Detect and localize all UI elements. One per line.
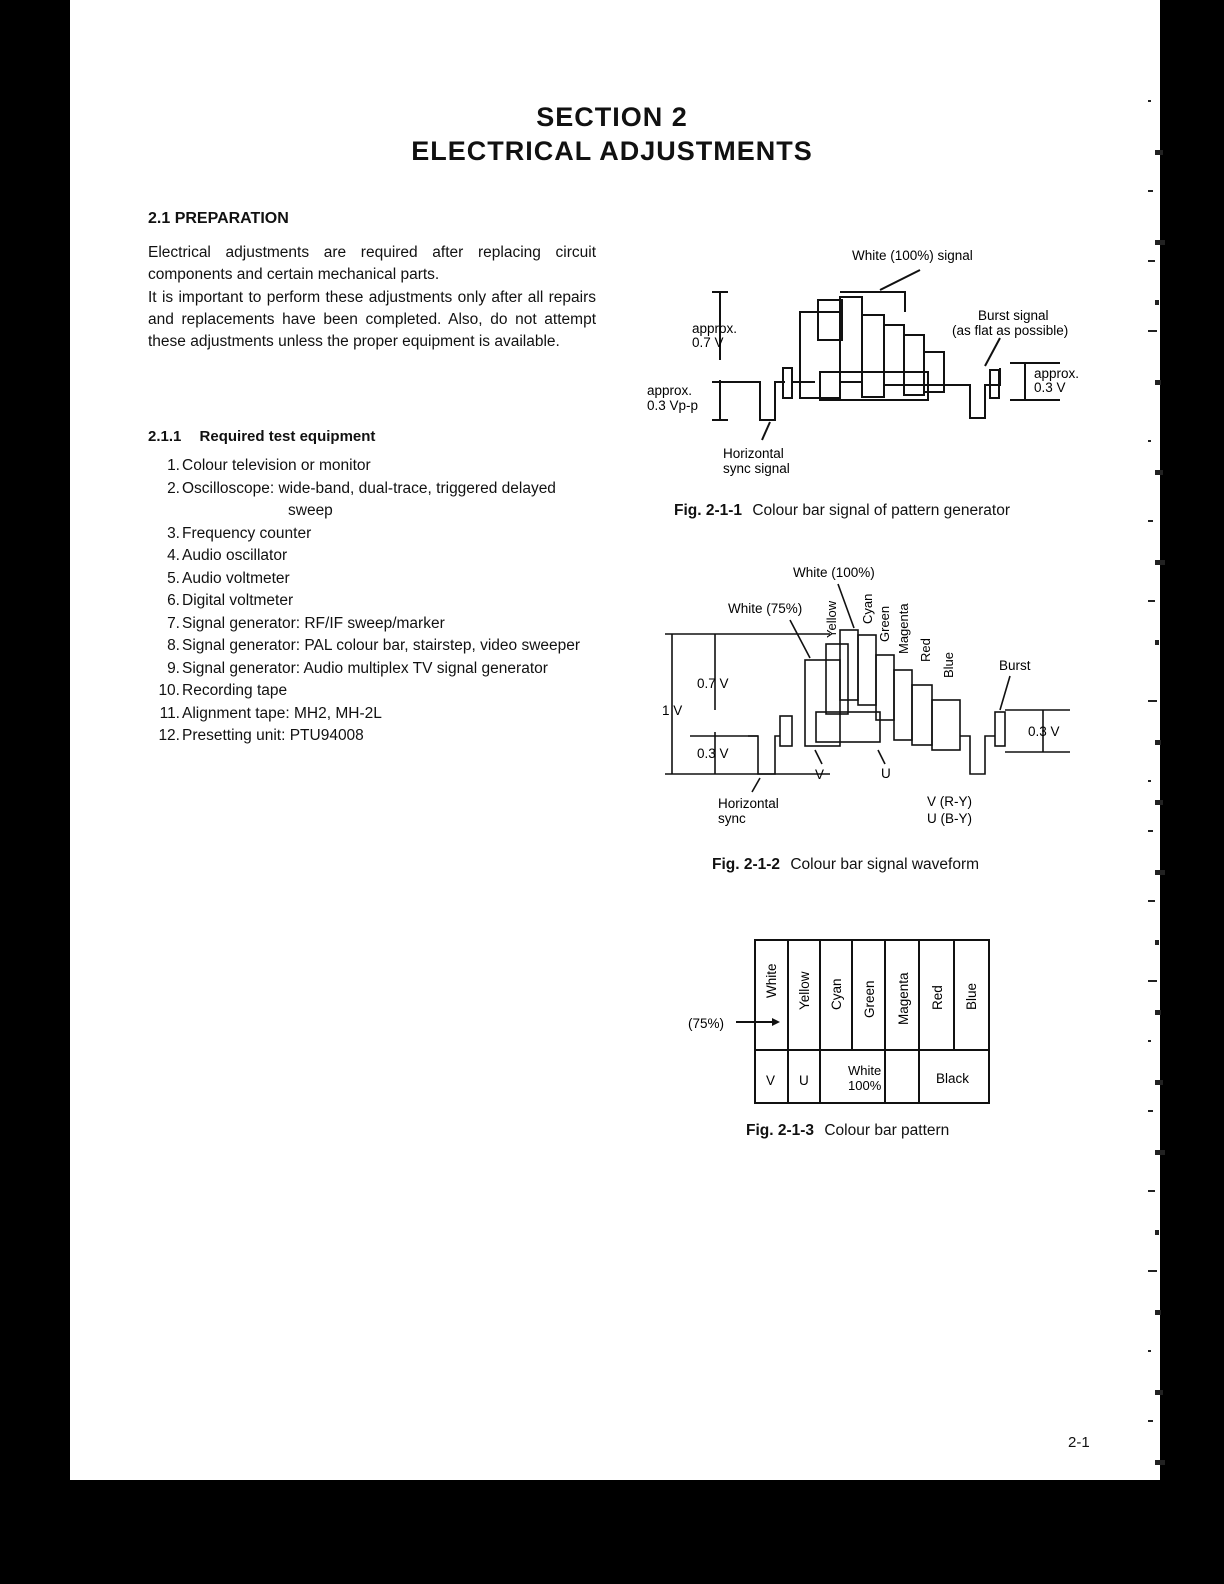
- scan-mark: [1155, 740, 1161, 745]
- scan-mark: [1155, 300, 1159, 305]
- scan-mark: [1155, 1310, 1161, 1315]
- scan-mark: [1148, 440, 1151, 442]
- equipment-item-text: Presetting unit: PTU94008: [182, 727, 364, 744]
- equipment-item: [148, 478, 628, 501]
- fig1-hsync-1: Horizontal: [723, 446, 784, 461]
- equipment-item-number: 7.: [167, 614, 180, 632]
- preparation-paragraph-2: It is important to perform these adjustments only after all repairs and replacements have been completed. Also, do not attempt these adjustments unless the proper equipment is available.: [148, 289, 596, 350]
- scan-mark: [1148, 100, 1151, 102]
- fig2-bar-yellow: Yellow: [824, 600, 839, 638]
- scan-mark: [1155, 560, 1165, 565]
- fig3-white1: White: [848, 1063, 882, 1078]
- scan-mark: [1155, 1080, 1163, 1085]
- fig1-approx-1: approx.: [692, 321, 738, 336]
- fig3-col-yellow: Yellow: [797, 971, 812, 1010]
- fig2-bar-cyan: Cyan: [860, 593, 875, 624]
- scan-mark: [1148, 1350, 1151, 1352]
- scan-mark: [1148, 520, 1153, 522]
- equipment-item: [148, 523, 628, 546]
- fig1-v03: 0.3 V: [1034, 380, 1066, 395]
- fig2-vry: V (R-Y): [927, 794, 972, 809]
- fig-2-1-2-caption: [712, 856, 979, 874]
- equipment-item-number: 12.: [158, 727, 180, 744]
- equipment-item: [148, 703, 628, 726]
- fig1-label: Fig. 2-1-1: [674, 502, 743, 519]
- fig2-burst: Burst: [999, 658, 1031, 673]
- preparation-heading: 2.1 PREPARATION: [148, 210, 289, 227]
- fig1-approx-3: approx.: [1034, 366, 1080, 381]
- scan-mark: [1155, 240, 1165, 245]
- equipment-item: [148, 613, 628, 636]
- equipment-item-text: Oscilloscope: wide-band, dual-trace, triggered delayed: [182, 479, 556, 497]
- scan-mark: [1155, 1230, 1159, 1235]
- equipment-item: [148, 590, 628, 613]
- fig2-bar-green: Green: [877, 605, 892, 642]
- equipment-item: [148, 635, 628, 658]
- equipment-item-number: 8.: [167, 637, 180, 654]
- equipment-item-text: Audio voltmeter: [182, 569, 290, 587]
- fig1-burst-label: Burst signal: [978, 308, 1049, 323]
- equipment-list: [148, 455, 628, 748]
- equipment-item-text: Recording tape: [182, 682, 288, 699]
- scan-mark: [1148, 980, 1157, 982]
- scan-mark: [1155, 640, 1159, 645]
- equipment-item-number: 1.: [167, 457, 180, 474]
- preparation-paragraph-1: Electrical adjustments are required after replacing circuit components and certain mechanical parts.: [148, 244, 596, 283]
- scan-mark: [1148, 900, 1155, 902]
- equipment-item-number: 4.: [167, 547, 180, 564]
- fig-2-1-3-caption: [746, 1122, 949, 1140]
- equipment-item-text: Audio oscillator: [182, 547, 288, 564]
- fig3-col-green: Green: [862, 980, 877, 1018]
- fig1-v07: 0.7 V: [692, 335, 724, 350]
- equipment-item-text: Signal generator: Audio multiplex TV signal generator: [182, 659, 548, 677]
- equipment-item: [148, 455, 628, 478]
- fig2-U: U: [881, 766, 891, 781]
- equipment-item-number: 9.: [167, 659, 180, 677]
- fig2-V: V: [815, 767, 825, 782]
- scan-mark: [1148, 780, 1151, 782]
- section-number: SECTION 2: [536, 102, 688, 132]
- equipment-item: [148, 568, 628, 591]
- fig2-v03-right: 0.3 V: [1028, 724, 1060, 739]
- scan-mark: [1148, 1270, 1157, 1272]
- scan-mark: [1148, 1190, 1155, 1192]
- scan-mark: [1148, 260, 1155, 262]
- scan-mark: [1155, 1460, 1165, 1465]
- scan-mark: [1155, 940, 1159, 945]
- fig-2-1-3-diagram: [680, 930, 1010, 1120]
- equipment-item-text: Colour television or monitor: [182, 457, 371, 474]
- equipment-item-text: Frequency counter: [182, 524, 312, 542]
- fig1-burst-note: (as flat as possible): [952, 323, 1069, 338]
- fig2-bar-red: Red: [918, 638, 933, 662]
- fig2-label: Fig. 2-1-2: [712, 856, 781, 873]
- scan-mark: [1148, 600, 1155, 602]
- equipment-item: [148, 658, 628, 681]
- fig3-col-magenta: Magenta: [896, 972, 911, 1025]
- fig2-bar-magenta: Magenta: [896, 603, 911, 654]
- scan-mark: [1155, 470, 1163, 475]
- fig2-white75: White (75%): [728, 601, 803, 616]
- equipment-item-continuation: sweep: [288, 502, 333, 519]
- fig3-pct: (75%): [688, 1016, 725, 1031]
- scan-mark: [1148, 1110, 1153, 1112]
- fig2-v07: 0.7 V: [697, 676, 729, 691]
- fig2-white100: White (100%): [793, 565, 875, 580]
- equipment-item-text: Signal generator: RF/IF sweep/marker: [182, 614, 445, 632]
- fig2-bar-labels: [824, 594, 956, 678]
- scan-mark: [1148, 190, 1153, 192]
- scan-mark: [1155, 1390, 1163, 1395]
- fig1-approx-2: approx.: [647, 383, 693, 398]
- scan-mark: [1155, 1150, 1165, 1155]
- scan-mark: [1148, 330, 1157, 332]
- scan-mark: [1155, 380, 1161, 385]
- fig-2-1-1-diagram: [640, 240, 1100, 490]
- equipment-item-number: 6.: [167, 592, 180, 609]
- fig-2-1-1-caption: [674, 502, 1010, 520]
- equipment-heading-text: Required test equipment: [199, 428, 376, 445]
- fig1-white-label: White (100%) signal: [852, 248, 973, 263]
- fig2-hsync-1: Horizontal: [718, 796, 779, 811]
- scan-mark: [1155, 150, 1163, 155]
- fig2-v1: 1 V: [662, 703, 683, 718]
- fig3-u: U: [799, 1073, 809, 1088]
- equipment-item-text: Digital voltmeter: [182, 592, 294, 609]
- fig1-caption-text: Colour bar signal of pattern generator: [752, 502, 1010, 519]
- scan-mark: [1148, 1040, 1151, 1042]
- scan-mark: [1148, 1420, 1153, 1422]
- fig1-vpp: 0.3 Vp-p: [647, 398, 699, 413]
- equipment-heading-number: 2.1.1: [148, 428, 182, 445]
- equipment-item-number: 2.: [167, 479, 180, 497]
- fig3-column-labels: [764, 963, 979, 1025]
- equipment-item-number: 3.: [167, 524, 180, 542]
- fig2-hsync-2: sync: [718, 811, 746, 826]
- equipment-item-number: 10.: [158, 682, 180, 699]
- page-number: 2-1: [1068, 1434, 1090, 1451]
- fig3-col-white: White: [764, 963, 779, 998]
- fig3-caption-text: Colour bar pattern: [824, 1122, 950, 1139]
- equipment-item: [148, 680, 628, 703]
- fig2-bar-blue: Blue: [941, 651, 956, 678]
- scan-mark: [1155, 870, 1165, 875]
- fig-2-1-2-diagram: [640, 560, 1100, 840]
- fig3-black: Black: [936, 1071, 970, 1086]
- fig3-label: Fig. 2-1-3: [746, 1122, 815, 1139]
- equipment-heading: [148, 428, 375, 445]
- equipment-item: [148, 545, 628, 568]
- equipment-item-text: Signal generator: PAL colour bar, stairstep, video sweeper: [182, 637, 581, 654]
- fig2-uby: U (B-Y): [927, 811, 972, 826]
- fig3-col-cyan: Cyan: [829, 978, 844, 1010]
- fig1-hsync-2: sync signal: [723, 461, 790, 476]
- fig2-caption-text: Colour bar signal waveform: [790, 856, 980, 873]
- scan-mark: [1148, 700, 1157, 702]
- fig3-col-red: Red: [930, 985, 945, 1010]
- fig1-sync-trace: [740, 382, 785, 420]
- fig3-col-blue: Blue: [964, 982, 979, 1010]
- equipment-item: [148, 725, 628, 748]
- scan-mark: [1148, 830, 1153, 832]
- scan-mark: [1155, 1010, 1161, 1015]
- section-title: ELECTRICAL ADJUSTMENTS: [411, 136, 813, 166]
- scan-border: [0, 0, 70, 1584]
- fig1-white-level: [840, 292, 905, 312]
- fig3-v: V: [766, 1073, 776, 1088]
- fig2-v03: 0.3 V: [697, 746, 729, 761]
- fig3-white2: 100%: [848, 1078, 882, 1093]
- equipment-item-number: 11.: [159, 704, 180, 722]
- equipment-item-text: Alignment tape: MH2, MH-2L: [182, 704, 382, 722]
- scan-mark: [1155, 800, 1163, 805]
- equipment-item-number: 5.: [167, 569, 180, 587]
